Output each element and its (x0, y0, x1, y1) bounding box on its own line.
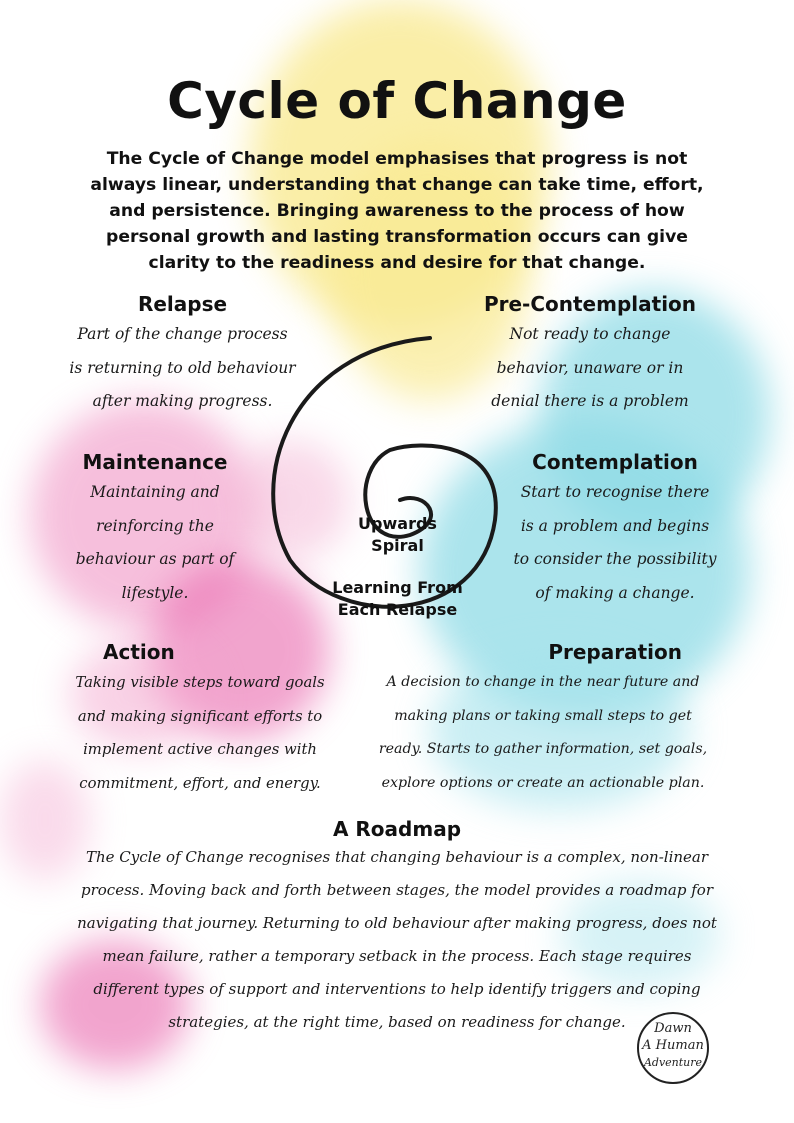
spiral-label-line1: Upwards (358, 514, 437, 533)
roadmap-line: navigating that journey. Returning to old behaviour after making progress, does not (77, 914, 717, 932)
stage-text-line: explore options or create an actionable plan. (381, 774, 705, 791)
stage-maintenance (55, 450, 255, 610)
stage-text-line: after making progress. (92, 392, 273, 410)
stage-text-line: A decision to change in the near future and (386, 674, 700, 690)
seal-line3: Adventure (643, 1056, 703, 1069)
stage-relapse-text (60, 318, 305, 419)
roadmap-section (70, 817, 724, 1039)
spiral-label-learning (300, 577, 495, 621)
stage-text-line: ready. Starts to gather information, set goals, (378, 741, 708, 757)
page-title: Cycle of Change (167, 72, 627, 130)
spiral-label-line3: Learning From (332, 578, 463, 597)
seal-line1: Dawn (654, 1021, 692, 1036)
stage-action (55, 640, 345, 800)
stage-relapse (60, 292, 305, 419)
stage-text-line: implement active changes with (83, 741, 317, 758)
stage-text-line: is returning to old behaviour (69, 358, 296, 377)
stage-preparation (358, 640, 728, 800)
stage-precontemplation-text (465, 318, 715, 419)
stage-text-line: behavior, unaware or in (496, 358, 684, 377)
intro-paragraph: The Cycle of Change model emphasises that progress is not always linear, understanding that change can take time, effort, and persistence. Bringing awareness to the process of how personal growth and lasting transformation occurs can give clarity to the readiness and desire for that change. (90, 149, 704, 273)
stage-maintenance-title: Maintenance (82, 450, 228, 474)
stage-text-line: behaviour as part of (75, 550, 235, 568)
stage-text-line: Part of the change process (77, 325, 288, 343)
stage-text-line: of making a change. (535, 583, 695, 602)
spiral-label-line4: Each Relapse (337, 600, 458, 619)
stage-preparation-text (358, 666, 728, 800)
stage-contemplation-text (505, 476, 725, 610)
seal-line2: A Human (642, 1038, 704, 1053)
stage-precontemplation-title: Pre-Contemplation (483, 292, 697, 316)
stage-text-line: reinforcing the (96, 516, 214, 535)
spiral-label-line2: Spiral (371, 536, 424, 555)
roadmap-text (70, 841, 724, 1039)
spiral-line (273, 338, 496, 607)
roadmap-line: mean failure, rather a temporary setback in the process. Each stage requires (102, 947, 692, 965)
stage-text-line: Taking visible steps toward goals (75, 674, 325, 691)
stage-contemplation (505, 450, 725, 610)
stage-text-line: denial there is a problem (491, 392, 689, 410)
stage-text-line: lifestyle. (121, 583, 189, 602)
stage-text-line: Start to recognise there (520, 483, 710, 501)
stage-precontemplation (465, 292, 715, 419)
brand-logo-seal (637, 1012, 709, 1084)
stage-text-line: Maintaining and (90, 483, 220, 501)
stage-text-line: Not ready to change (509, 325, 671, 343)
stage-preparation-title: Preparation (548, 640, 682, 664)
stage-action-text (55, 666, 345, 800)
stage-text-line: to consider the possibility (513, 550, 717, 568)
roadmap-title: A Roadmap (332, 817, 462, 841)
stage-contemplation-title: Contemplation (532, 450, 698, 474)
roadmap-line: different types of support and interventions to help identify triggers and coping (93, 980, 701, 998)
stage-text-line: commitment, effort, and energy. (79, 774, 321, 792)
stage-action-title: Action (103, 640, 175, 664)
stage-text-line: making plans or taking small steps to get (394, 707, 692, 724)
spiral-label-upwards (340, 513, 455, 557)
stage-maintenance-text (55, 476, 255, 610)
roadmap-line: The Cycle of Change recognises that changing behaviour is a complex, non-linear (85, 848, 709, 866)
stage-text-line: is a problem and begins (520, 516, 710, 535)
roadmap-line: strategies, at the right time, based on readiness for change. (168, 1013, 626, 1031)
stage-relapse-title: Relapse (137, 292, 228, 316)
roadmap-line: process. Moving back and forth between stages, the model provides a roadmap for (81, 881, 713, 899)
stage-text-line: and making significant efforts to (77, 707, 323, 725)
